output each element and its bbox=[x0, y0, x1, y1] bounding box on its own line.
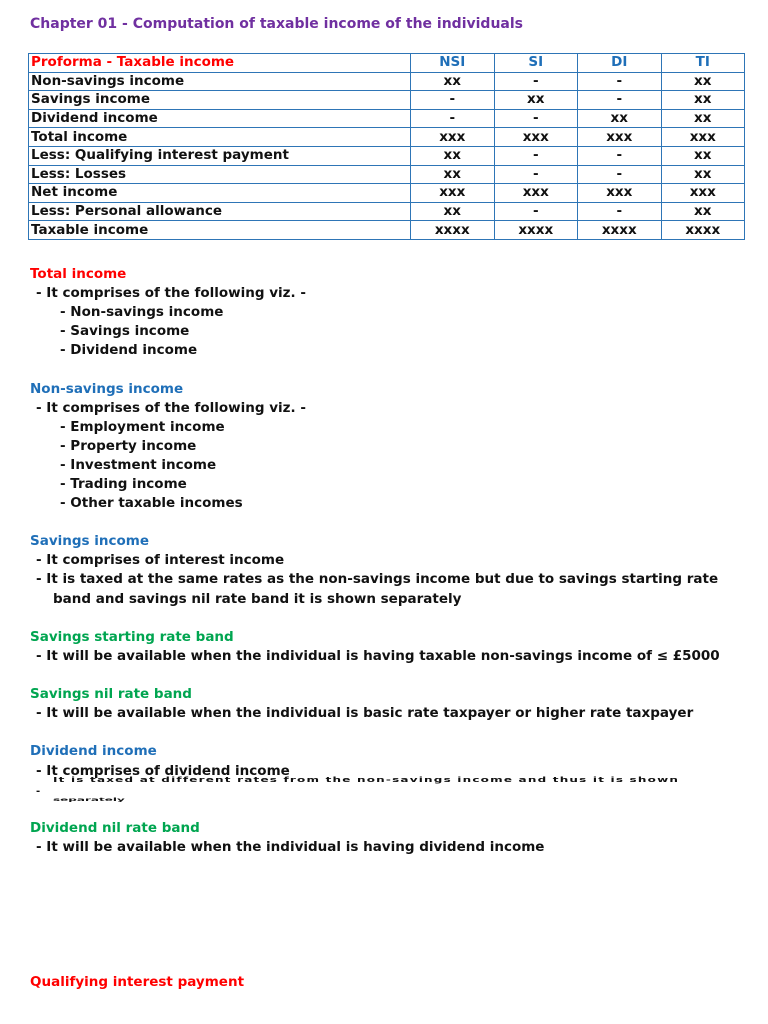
table-cell: Savings income bbox=[29, 91, 411, 110]
table-cell: xxx bbox=[411, 128, 495, 147]
table-cell: xxx bbox=[494, 128, 578, 147]
table-cell: xx bbox=[661, 165, 745, 184]
table-row bbox=[29, 72, 745, 91]
table-header-cell: Proforma - Taxable income bbox=[29, 54, 411, 73]
table-header-cell: NSI bbox=[411, 54, 495, 73]
table-cell: xxx bbox=[494, 184, 578, 203]
savings-nil-heading: Savings nil rate band bbox=[30, 686, 192, 702]
table-row bbox=[29, 109, 745, 128]
total-income-line: - It comprises of the following viz. - bbox=[36, 285, 306, 301]
table-cell: xx bbox=[578, 109, 662, 128]
table-cell: - bbox=[578, 72, 662, 91]
table-cell: - bbox=[578, 165, 662, 184]
table-cell: Taxable income bbox=[29, 221, 411, 240]
list-item: - Investment income bbox=[60, 457, 217, 473]
table-cell: xxxx bbox=[661, 221, 745, 240]
table-row bbox=[29, 202, 745, 221]
list-item: - Dividend income bbox=[60, 342, 198, 358]
dividend-heading: Dividend income bbox=[30, 743, 157, 759]
dividend-nil-heading: Dividend nil rate band bbox=[30, 820, 200, 836]
total-income-heading: Total income bbox=[30, 266, 127, 282]
table-cell: xx bbox=[411, 202, 495, 221]
table-header-row bbox=[29, 54, 745, 73]
table-cell: xxxx bbox=[578, 221, 662, 240]
table-cell: Less: Personal allowance bbox=[29, 202, 411, 221]
table-cell: xxx bbox=[578, 128, 662, 147]
savings-line: - It is taxed at the same rates as the non-savings income but due to savings starting rate bbox=[36, 571, 719, 587]
table-cell: - bbox=[494, 202, 578, 221]
table-header-cell: DI bbox=[578, 54, 662, 73]
savings-heading: Savings income bbox=[30, 533, 150, 549]
page-title: Chapter 01 - Computation of taxable income of the individuals bbox=[30, 16, 523, 32]
table-header-cell: SI bbox=[494, 54, 578, 73]
table-cell: Net income bbox=[29, 184, 411, 203]
dividend-line-overlap: It is taxed at different rates from the non-savings income and thus it is shown bbox=[53, 776, 680, 784]
non-savings-line: - It comprises of the following viz. - bbox=[36, 400, 306, 416]
table-cell: xx bbox=[661, 146, 745, 165]
table-cell: xx bbox=[661, 202, 745, 221]
table-row bbox=[29, 221, 745, 240]
dividend-dash: - bbox=[36, 786, 41, 797]
table-cell: xxx bbox=[661, 184, 745, 203]
table-cell: xxxx bbox=[494, 221, 578, 240]
table-cell: xxxx bbox=[411, 221, 495, 240]
table-cell: xxx bbox=[411, 184, 495, 203]
list-item: - Savings income bbox=[60, 323, 190, 339]
list-item: - Non-savings income bbox=[60, 304, 224, 320]
savings-line: band and savings nil rate band it is shown separately bbox=[53, 591, 462, 607]
list-item: - Employment income bbox=[60, 419, 225, 435]
savings-starting-line: - It will be available when the individual is having taxable non-savings income of ≤ £5000 bbox=[36, 648, 720, 664]
table-cell: xx bbox=[411, 72, 495, 91]
table-cell: - bbox=[494, 109, 578, 128]
table-cell: xxx bbox=[661, 128, 745, 147]
table-row bbox=[29, 184, 745, 203]
table-cell: - bbox=[494, 146, 578, 165]
table-cell: xx bbox=[661, 91, 745, 110]
list-item: - Other taxable incomes bbox=[60, 495, 243, 511]
savings-starting-heading: Savings starting rate band bbox=[30, 629, 234, 645]
dividend-line-overlap: separately bbox=[53, 797, 125, 802]
table-cell: - bbox=[578, 146, 662, 165]
table-cell: - bbox=[494, 72, 578, 91]
non-savings-heading: Non-savings income bbox=[30, 381, 184, 397]
table-row bbox=[29, 165, 745, 184]
table-cell: Less: Losses bbox=[29, 165, 411, 184]
table-cell: - bbox=[578, 202, 662, 221]
dividend-line: - It comprises of dividend income bbox=[36, 763, 290, 779]
list-item: - Property income bbox=[60, 438, 197, 454]
table-row bbox=[29, 91, 745, 110]
list-item: - Trading income bbox=[60, 476, 187, 492]
table-cell: Non-savings income bbox=[29, 72, 411, 91]
table-cell: xxx bbox=[578, 184, 662, 203]
table-cell: xx bbox=[661, 109, 745, 128]
savings-nil-line: - It will be available when the individual is basic rate taxpayer or higher rate taxpayer bbox=[36, 705, 694, 721]
table-cell: xx bbox=[411, 146, 495, 165]
table-cell: Total income bbox=[29, 128, 411, 147]
dividend-nil-line: - It will be available when the individual is having dividend income bbox=[36, 839, 545, 855]
table-cell: Less: Qualifying interest payment bbox=[29, 146, 411, 165]
table-cell: - bbox=[494, 165, 578, 184]
table-cell: xx bbox=[661, 72, 745, 91]
table-row bbox=[29, 146, 745, 165]
savings-line: - It comprises of interest income bbox=[36, 552, 285, 568]
table-row bbox=[29, 128, 745, 147]
table-cell: Dividend income bbox=[29, 109, 411, 128]
table-header-cell: TI bbox=[661, 54, 745, 73]
qip-heading: Qualifying interest payment bbox=[30, 974, 245, 990]
proforma-table bbox=[28, 53, 745, 240]
table-cell: - bbox=[411, 91, 495, 110]
table-cell: - bbox=[578, 91, 662, 110]
table-cell: xx bbox=[494, 91, 578, 110]
table-cell: xx bbox=[411, 165, 495, 184]
table-cell: - bbox=[411, 109, 495, 128]
